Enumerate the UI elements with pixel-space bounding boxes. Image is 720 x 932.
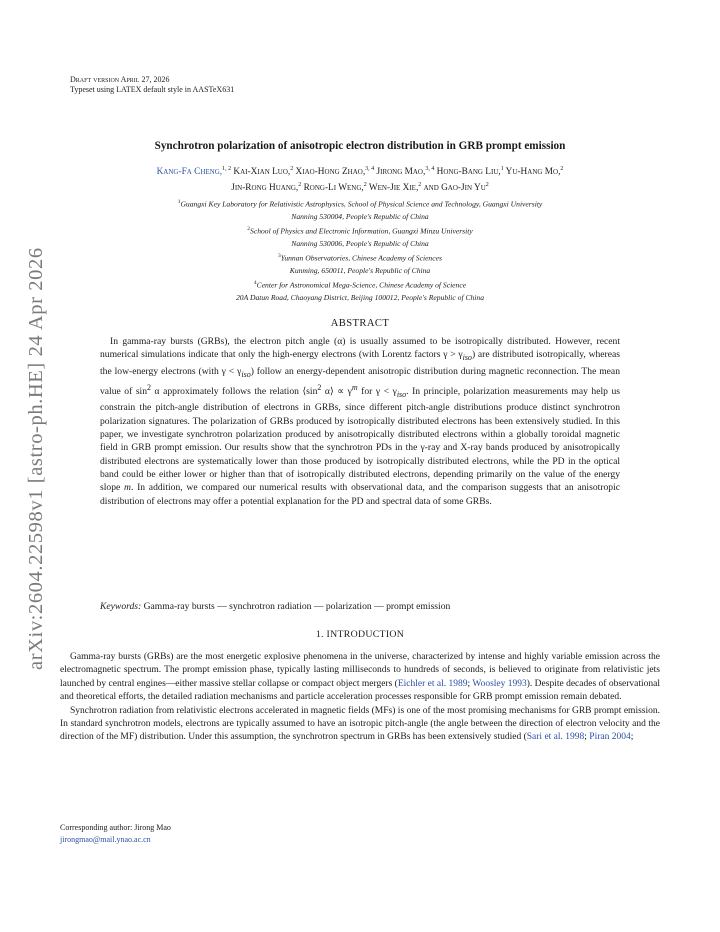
- author-line-2: [60, 179, 660, 195]
- author-name: Jirong Mao,: [374, 167, 426, 178]
- affiliation-address: 20A Datun Road, Chaoyang District, Beijing 100012, People's Republic of China: [235, 293, 485, 303]
- affiliation-1: [60, 196, 660, 211]
- affiliation-3: [60, 250, 660, 265]
- author-list: [60, 163, 660, 195]
- paper-title: Synchrotron polarization of anisotropic electron distribution in GRB prompt emission: [154, 140, 566, 152]
- author-name: Xiao-Hong Zhao,: [293, 167, 366, 178]
- abstract-text: ) follow an energy-dependent anisotropic distribution during magnetic reconnection. The mean value of sin: [100, 365, 620, 398]
- abstract-text: ) are distributed isotropically, whereas the low-energy electrons (with γ < γ: [100, 349, 620, 377]
- abstract-text: . In principle, polarization measurements may help us constrain the pitch-angle distribution of electrons in GRBs, since different pitch-angle distributions produce distinct synchrotron polarization signatures. The polarization of GRBs produced by isotropically distributed electrons has been extensively studied. In this paper, we investigate synchrotron polarization produced by anisotropically distributed electrons within a globally toroidal magnetic field in GRB prompt emission. Our results show that the synchrotron PDs in the γ-ray and X-ray bands produced by anisotropically distributed electrons are systematically lower than those produced by isotropically distributed electrons, while the PD in the optical band could be either lower or higher than that of isotropically distributed electrons, depending primarily on the value of the energy slope: [100, 386, 620, 494]
- affiliation-address: Kunming, 650011, People's Republic of China: [289, 266, 431, 276]
- author-name: Hong-Bang Liu,: [434, 167, 501, 178]
- abstract-text: . In addition, we compared our numerical results with observational data, and the comparison suggests that an anisotropic distribution of electrons may offer a potential explanation for the PD and spectral data of some GRBs.: [100, 482, 620, 507]
- author-affiliation-mark: 1: [500, 166, 504, 172]
- affiliation-2: [60, 223, 660, 238]
- affiliation-number: 2: [247, 226, 251, 233]
- affiliation-institution: Guangxi Key Laboratory for Relativistic Astrophysics, School of Physical Science and Technology, Guangxi University: [180, 199, 543, 209]
- citation-link[interactable]: Sari et al. 1998: [526, 732, 585, 743]
- author-line-1: [60, 163, 660, 179]
- author-affiliation-mark: 2: [290, 166, 294, 172]
- first-author-link[interactable]: Kang-Fa Cheng,: [156, 167, 223, 178]
- abstract-text: α approximately follows the relation ⟨sin: [151, 386, 318, 398]
- body-text: Synchrotron radiation from relativistic electrons accelerated in magnetic fields (MFs) is one of the most promising mechanisms for GRB prompt emission. In standard synchrotron models, electrons are typically assumed to have an isotropic pitch-angle (the angle between the direction of electron velocity and the direction of the MF) distribution. Under this assumption, the synchrotron spectrum in GRBs has been extensively studied (: [60, 705, 660, 743]
- introduction-body: [60, 651, 660, 745]
- intro-paragraph-1: [60, 651, 660, 705]
- affiliation-address: Nanning 530004, People's Republic of China: [291, 211, 429, 221]
- affiliation-institution: School of Physics and Electronic Information, Guangxi Minzu University: [250, 226, 473, 236]
- math-superscript: m: [351, 382, 358, 392]
- abstract-body: [100, 335, 620, 508]
- author-name: Yu-Hang Mo,: [503, 167, 561, 178]
- math-subscript: iso: [462, 353, 472, 363]
- keywords-text: Gamma-ray bursts — synchrotron radiation — polarization — prompt emission: [141, 601, 451, 612]
- author-affiliation-mark: 1, 2: [222, 166, 232, 172]
- affiliation-institution: Yunnan Observatories, Chinese Academy of Sciences: [280, 253, 442, 263]
- author-name: and Gao-Jin Yu: [421, 183, 486, 194]
- math-subscript: iso: [241, 369, 251, 379]
- author-affiliation-mark: 2: [363, 182, 367, 189]
- body-text: ;: [630, 732, 634, 743]
- author-affiliation-mark: 2: [418, 182, 422, 189]
- email-link[interactable]: jirongmao@mail.ynao.ac.cn: [60, 835, 151, 844]
- math-variable: m: [124, 482, 131, 494]
- author-affiliation-mark: 3, 4: [365, 166, 375, 172]
- intro-paragraph-2: [60, 705, 660, 745]
- corresponding-author-label: Corresponding author: Jirong Mao: [60, 823, 171, 832]
- math-superscript: 2: [147, 382, 152, 392]
- keywords-line: [100, 601, 620, 612]
- arxiv-identifier: arXiv:2604.22598v1 [astro-ph.HE] 24 Apr 2026: [25, 247, 47, 670]
- corresponding-author-footnote: [60, 822, 171, 846]
- citation-link[interactable]: Piran 2004: [589, 732, 631, 743]
- author-affiliation-mark: 2: [485, 182, 489, 189]
- affiliation-4: [60, 277, 660, 292]
- author-name: Jin-Rong Huang,: [231, 183, 299, 194]
- math-subscript: iso: [396, 389, 407, 399]
- abstract-text: α⟩ ∝ γ: [321, 386, 352, 398]
- abstract-text: In gamma-ray bursts (GRBs), the electron pitch angle (α) is usually assumed to be isotropically distributed. However, recent numerical simulations indicate that only the high-energy electrons (with Lorentz factors γ > γ: [100, 336, 620, 361]
- math-superscript: 2: [317, 382, 322, 392]
- affiliation-number: 1: [177, 199, 181, 205]
- citation-link[interactable]: Eichler et al. 1989: [397, 678, 468, 689]
- author-name: Wen-Jie Xie,: [366, 183, 419, 194]
- author-name: Kai-Xian Luo,: [231, 167, 291, 178]
- draft-version-line: Draft version April 27, 2026: [70, 75, 170, 84]
- abstract-text: for γ < γ: [357, 386, 397, 398]
- author-affiliation-mark: 3, 4: [425, 166, 435, 172]
- typeset-line: Typeset using LATEX default style in AASTeX631: [70, 85, 235, 94]
- body-text: ;: [584, 732, 590, 743]
- author-affiliation-mark: 2: [560, 166, 564, 172]
- affiliation-number: 4: [253, 280, 257, 287]
- abstract-heading: ABSTRACT: [330, 318, 390, 329]
- author-name: Rong-Li Weng,: [301, 183, 364, 194]
- body-text: ;: [467, 678, 473, 689]
- draft-header: [70, 75, 234, 95]
- affiliation-number: 3: [278, 253, 281, 260]
- author-affiliation-mark: 2: [298, 182, 302, 189]
- body-text: ). Despite decades of observational and theoretical efforts, the detailed radiation mechanisms and particle acceleration processes responsible for GRB prompt emission remain debated.: [60, 678, 661, 703]
- body-text: Gamma-ray bursts (GRBs) are the most energetic explosive phenomena in the universe, characterized by intense and highly variable emission across the electromagnetic spectrum. The prompt emission phase, typically lasting milliseconds to hundreds of seconds, is believed to originate from relativistic jets launched by central engines—either massive stellar collapse or compact object mergers (: [60, 652, 660, 689]
- section-heading-introduction: 1. INTRODUCTION: [315, 629, 405, 640]
- affiliation-institution: Center for Astronomical Mega-Science, Chinese Academy of Science: [256, 280, 467, 290]
- citation-link[interactable]: Woosley 1993: [472, 678, 527, 689]
- affiliation-list: [60, 196, 660, 305]
- keywords-label: Keywords:: [100, 601, 142, 612]
- affiliation-address: Nanning 530006, People's Republic of China: [291, 238, 429, 248]
